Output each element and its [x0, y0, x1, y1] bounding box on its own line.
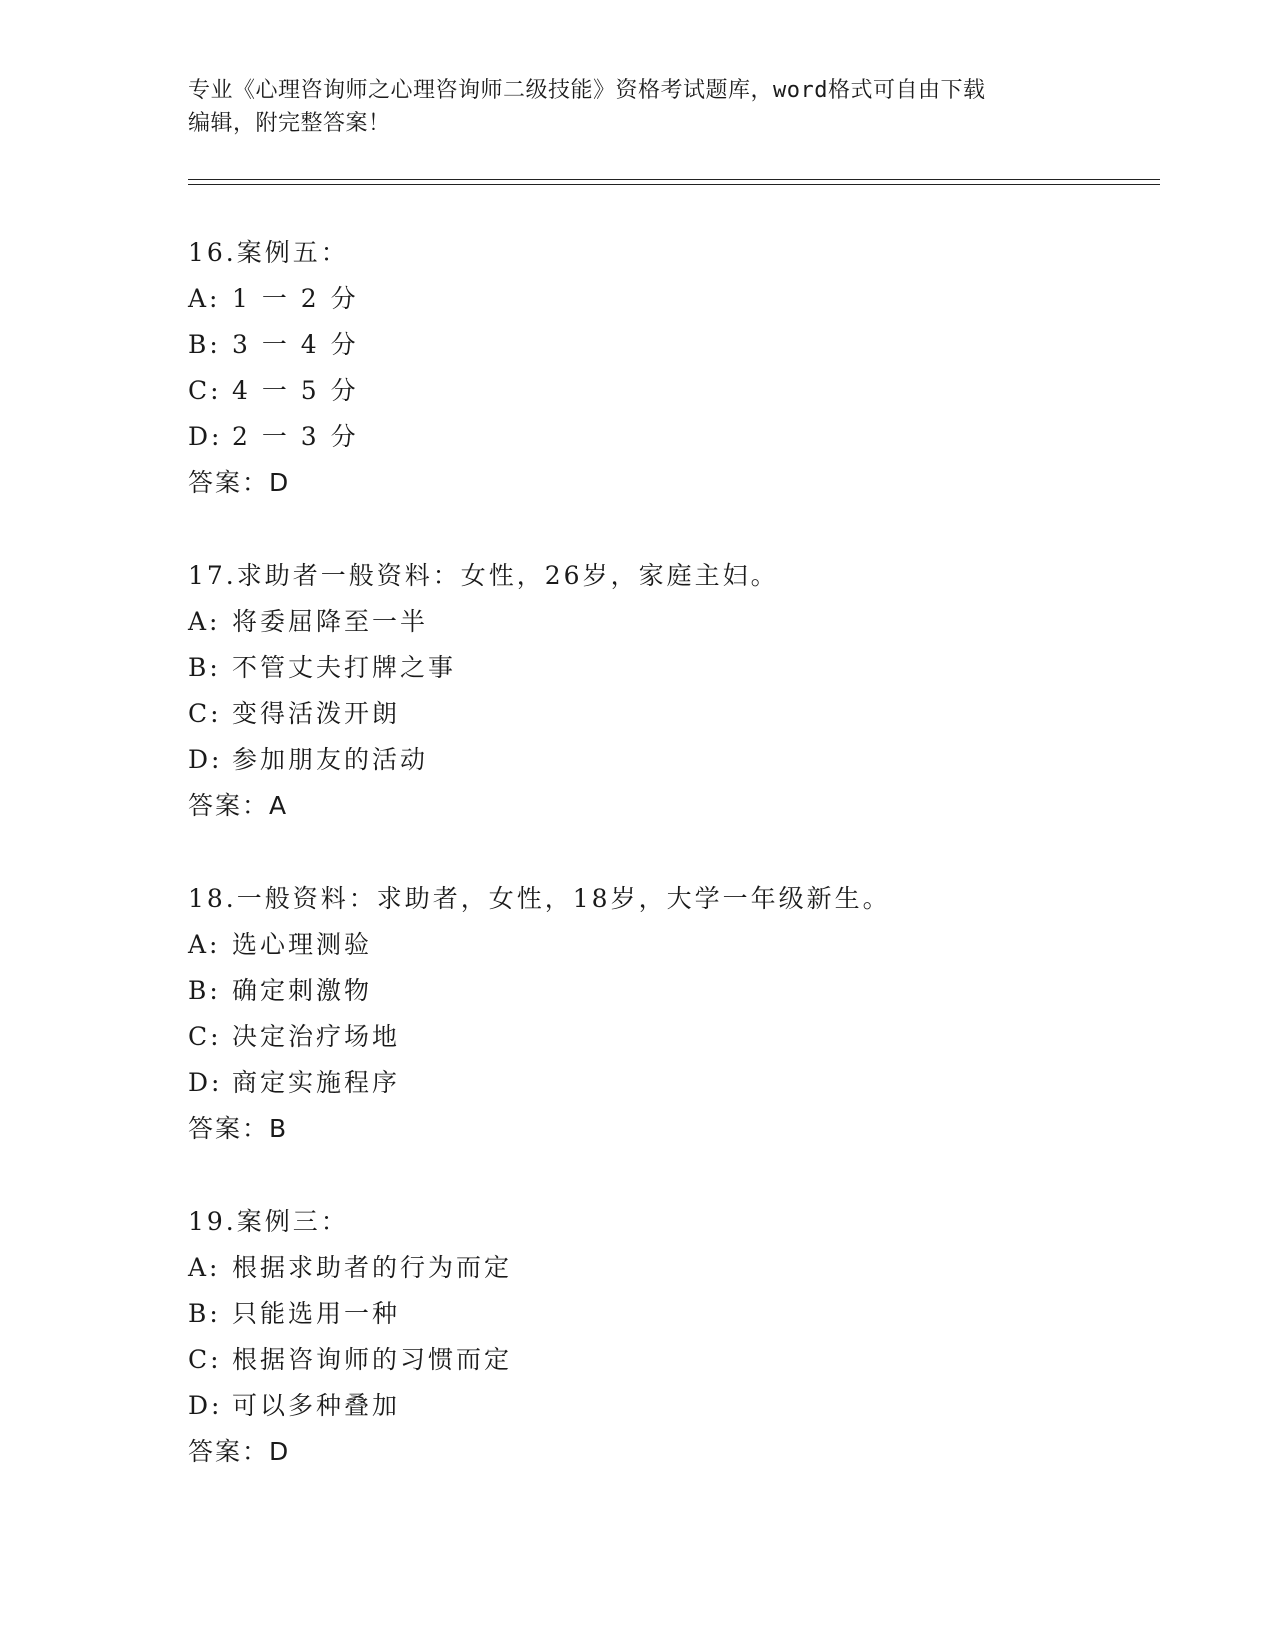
option-b — [188, 322, 1148, 368]
answer: 答案：B — [188, 1114, 289, 1143]
option-letter: C: — [188, 1022, 222, 1051]
option-letter: A: — [188, 284, 221, 313]
document-header — [188, 74, 1088, 140]
option-text: 选心理测验 — [232, 930, 373, 959]
option-d — [188, 414, 1148, 460]
option-letter: A: — [188, 607, 221, 636]
option-letter: B: — [188, 1299, 221, 1328]
option-letter: C: — [188, 699, 222, 728]
answer: 答案：D — [188, 1437, 291, 1466]
question-17 — [188, 553, 1148, 829]
option-letter: C: — [188, 376, 222, 405]
option-text: 4 一 5 分 — [232, 376, 359, 405]
option-b — [188, 1291, 1148, 1337]
option-text: 3 一 4 分 — [232, 330, 359, 359]
header-divider-bottom — [188, 184, 1160, 185]
option-c — [188, 691, 1148, 737]
option-text: 决定治疗场地 — [232, 1022, 401, 1051]
option-text: 将委屈降至一半 — [232, 607, 429, 636]
option-text: 根据咨询师的习惯而定 — [232, 1345, 513, 1374]
option-b — [188, 968, 1148, 1014]
option-text: 不管丈夫打牌之事 — [232, 653, 457, 682]
option-text: 只能选用一种 — [232, 1299, 401, 1328]
option-text: 参加朋友的活动 — [232, 745, 429, 774]
option-text: 1 一 2 分 — [232, 284, 359, 313]
option-text: 变得活泼开朗 — [232, 699, 401, 728]
option-letter: B: — [188, 653, 221, 682]
option-letter: B: — [188, 976, 221, 1005]
question-stem: 17.求助者一般资料：女性，26岁，家庭主妇。 — [188, 561, 779, 590]
option-letter: C: — [188, 1345, 222, 1374]
option-letter: D: — [188, 1391, 223, 1420]
option-d — [188, 737, 1148, 783]
option-letter: A: — [188, 930, 221, 959]
option-a — [188, 922, 1148, 968]
option-a — [188, 276, 1148, 322]
question-19 — [188, 1199, 1148, 1475]
question-stem: 16.案例五： — [188, 238, 349, 267]
option-a — [188, 599, 1148, 645]
option-text: 确定刺激物 — [232, 976, 373, 1005]
option-text: 可以多种叠加 — [232, 1391, 401, 1420]
option-letter: D: — [188, 422, 223, 451]
answer: 答案：D — [188, 468, 291, 497]
header-line-1: 专业《心理咨询师之心理咨询师二级技能》资格考试题库，word格式可自由下载 — [188, 78, 986, 103]
header-line-2: 编辑，附完整答案！ — [188, 111, 391, 136]
option-letter: D: — [188, 745, 223, 774]
question-16 — [188, 230, 1148, 506]
option-letter: D: — [188, 1068, 223, 1097]
option-text: 2 一 3 分 — [232, 422, 359, 451]
question-stem: 19.案例三： — [188, 1207, 349, 1236]
question-list — [188, 230, 1148, 1522]
option-letter: A: — [188, 1253, 221, 1282]
option-letter: B: — [188, 330, 221, 359]
option-text: 根据求助者的行为而定 — [232, 1253, 513, 1282]
option-d — [188, 1060, 1148, 1106]
answer: 答案：A — [188, 791, 289, 820]
option-b — [188, 645, 1148, 691]
option-c — [188, 368, 1148, 414]
option-a — [188, 1245, 1148, 1291]
question-stem: 18.一般资料：求助者，女性，18岁，大学一年级新生。 — [188, 884, 891, 913]
option-c — [188, 1014, 1148, 1060]
question-18 — [188, 876, 1148, 1152]
option-text: 商定实施程序 — [232, 1068, 401, 1097]
header-divider-top — [188, 179, 1160, 180]
option-c — [188, 1337, 1148, 1383]
option-d — [188, 1383, 1148, 1429]
